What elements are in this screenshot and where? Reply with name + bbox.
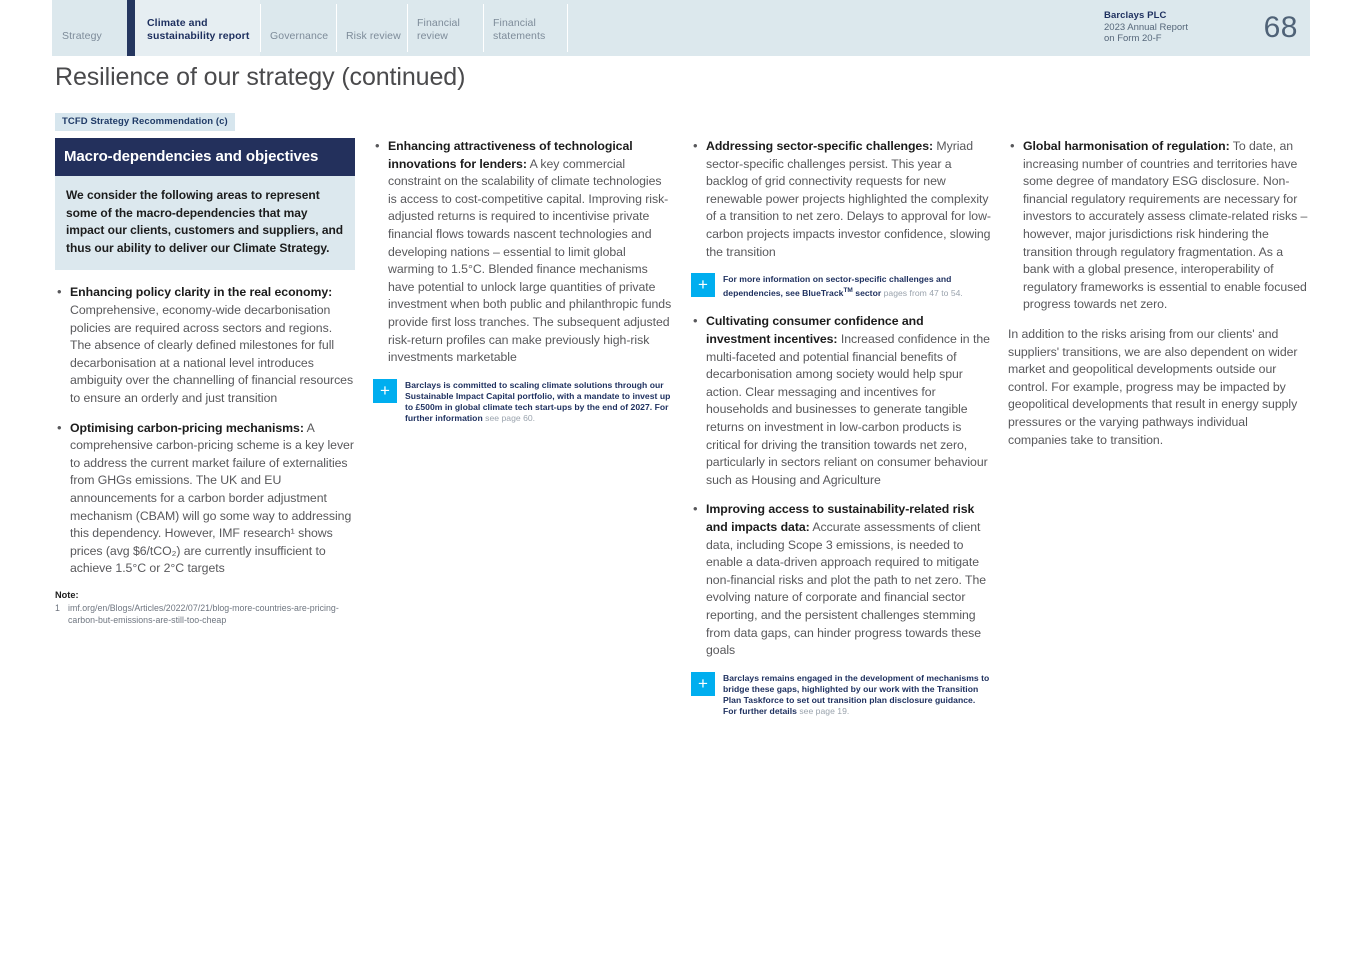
- bullet-body: Increased confidence in the multi-faceted and potential financial benefits of decarbonisation among society would help spur action. Clear messaging and incentives for households and businesses to generate tangible returns on investment in low-carbon products is critical for driving the transition towards net zero, particularly in sectors reliant on consumer behaviour such as Housing and Agriculture: [706, 332, 990, 487]
- plus-icon: +: [691, 273, 715, 297]
- nav-tab-financial-review[interactable]: [407, 0, 483, 56]
- callout-page-reference[interactable]: pages from 47 to 54.: [881, 288, 963, 299]
- nav-tab-label: Financial statements: [493, 17, 546, 42]
- content-column-1: [55, 138, 355, 626]
- content-column-4: [1008, 138, 1310, 449]
- bullet-body: A key commercial constraint on the scalability of climate technologies is access to cost-competitive capital. Improving risk-adjusted returns is required to incentivise private financial flows towards nascent technologies and developing nations – essential to limit global warming to 1.5°C. Blended finance mechanisms have potential to unlock large quantities of private investment when both public and philanthropic funds provide first loss tranches. The subsequent adjusted risk-return profiles can make previously high-risk investments marketable: [388, 156, 672, 365]
- callout-text: [405, 379, 673, 425]
- active-tab-indicator: [127, 0, 135, 56]
- list-item: [55, 284, 355, 407]
- col4-bullet-list: [1008, 138, 1310, 314]
- callout-page-reference[interactable]: see page 60.: [485, 413, 536, 424]
- report-identity-block: [1104, 10, 1234, 45]
- bullet-heading: Enhancing attractiveness of technological innovations for lenders:: [388, 139, 633, 171]
- footnote-text[interactable]: imf.org/en/Blogs/Articles/2022/07/21/blog-more-countries-are-pricing-carbon-but-emissions-are-still-too-cheap: [68, 603, 339, 625]
- list-item: [373, 138, 673, 367]
- callout-sustainable-impact-capital[interactable]: [373, 379, 673, 425]
- footnote-title: Note:: [55, 589, 79, 600]
- nav-tab-climate-and-sustainability-report[interactable]: [127, 0, 260, 56]
- callout-bold-text-part1: For more information on sector-specific challenges and dependencies, see BlueTrack: [723, 274, 952, 299]
- col2-bullet-list: [373, 138, 673, 367]
- nav-tab-governance[interactable]: [260, 0, 336, 56]
- col1-bullet-list: [55, 284, 355, 578]
- content-column-3: [691, 138, 991, 732]
- callout-text: [723, 672, 991, 718]
- callout-text: [723, 273, 991, 299]
- page-number: 68: [1263, 11, 1298, 44]
- nav-tab-label: Risk review: [346, 29, 401, 42]
- bullet-body: A comprehensive carbon-pricing scheme is a key lever to address the current market failure of externalities from GHGs emissions. The UK and EU announcements for a carbon border adjustment mechanism (CBAM) will go some way to addressing this dependency. However, IMF research¹ shows prices (avg $6/tCO₂) are currently insufficient to achieve 1.5°C or 2°C targets: [70, 420, 354, 576]
- page-title: Resilience of our strategy (continued): [55, 63, 466, 91]
- nav-tab-strategy[interactable]: [52, 0, 127, 56]
- closing-paragraph: In addition to the risks arising from our clients' and suppliers' transitions, we are also dependent on wider market and geopolitical developments outside our control. For example, progress may be impacted by geopolitical developments that result in energy supply pressures or the varying pathways individual companies take to transition.: [1008, 326, 1298, 447]
- callout-bold-text: Barclays remains engaged in the development of mechanisms to bridge these gaps, highlighted by our work with the Transition Plan Taskforce to set out transition plan disclosure guidance. For further details: [723, 672, 990, 717]
- tcfd-strategy-recommendation-badge: TCFD Strategy Recommendation (c): [55, 113, 235, 131]
- bullet-heading: Addressing sector-specific challenges:: [706, 139, 934, 153]
- list-item: [1008, 138, 1310, 314]
- nav-tab-label: Strategy: [62, 29, 102, 42]
- list-item: [691, 501, 991, 659]
- macro-dependencies-banner: Macro-dependencies and objectives: [55, 138, 355, 176]
- bullet-heading: Enhancing policy clarity in the real economy:: [70, 285, 333, 300]
- callout-bluetrack-sector[interactable]: [691, 273, 991, 299]
- bullet-body: Accurate assessments of client data, including Scope 3 emissions, is needed to enable a data-driven approach required to mitigate non-financial risks and plot the path to net zero. The evolving nature of corporate and financial sector reporting, and the persistent challenges stemming from data gaps, can hinder progress towards these goals: [706, 519, 987, 658]
- list-item: [691, 138, 991, 261]
- report-title-line-1: 2023 Annual Report: [1104, 21, 1188, 33]
- nav-tab-label: Financial review: [417, 17, 460, 42]
- brand-name: Barclays PLC: [1104, 10, 1167, 21]
- report-title-line-2: on Form 20-F: [1104, 33, 1162, 44]
- bullet-body: Comprehensive, economy-wide decarbonisation policies are required across sectors and regions. The absence of clearly defined milestones for full decarbonisation at a national level introduces ambiguity over the channelling of financial resources to ensure an orderly and just transition: [70, 302, 354, 405]
- bullet-body: Myriad sector-specific challenges persist. This year a backlog of grid connectivity requests for new renewable power projects highlighted the complexity of a transition to net zero. Delays to approval for low-carbon projects impacts investor confidence, slowing the transition: [706, 139, 991, 259]
- callout-bold-text: Barclays is committed to scaling climate solutions through our Sustainable Impact Capital portfolio, with a mandate to invest up to £500m in global climate tech start-ups by the end of 2027. For further information: [405, 379, 671, 424]
- list-item: [691, 313, 991, 489]
- trademark-symbol: TM: [843, 287, 853, 295]
- list-item: [55, 420, 355, 578]
- content-column-2: [373, 138, 673, 439]
- plus-icon: +: [373, 379, 397, 403]
- col3-bullet-list-1: [691, 138, 991, 261]
- bullet-heading: Global harmonisation of regulation:: [1023, 139, 1230, 153]
- callout-page-reference[interactable]: see page 19.: [799, 706, 850, 717]
- nav-tab-risk-review[interactable]: [336, 0, 407, 56]
- nav-tab-label: Governance: [270, 29, 329, 42]
- col3-bullet-list-2: [691, 313, 991, 659]
- bullet-heading: Optimising carbon-pricing mechanisms:: [70, 420, 304, 435]
- plus-icon: +: [691, 672, 715, 696]
- nav-tab-financial-statements[interactable]: [483, 0, 567, 56]
- footnote-number: 1: [55, 603, 60, 614]
- nav-tab-label: Climate and sustainability report: [147, 17, 250, 42]
- bullet-heading: Cultivating consumer confidence and investment incentives:: [706, 314, 924, 347]
- bullet-heading: Improving access to sustainability-related risk and impacts data:: [706, 502, 975, 534]
- footnote-block: [55, 590, 355, 627]
- callout-transition-plan-taskforce[interactable]: [691, 672, 991, 718]
- top-navigation-bar: [52, 0, 1310, 56]
- bullet-body: To date, an increasing number of countries and territories have some degree of mandatory ESG disclosure. Non-financial regulatory requirements are necessary for investors to accurately assess climate-related risks – however, major jurisdictions risk hindering the transition through regulatory fragmentation. As a bank with a global presence, interoperability of regulatory frameworks is essential to enable focused progress towards net zero.: [1023, 139, 1308, 312]
- callout-bold-text-part2: sector: [852, 288, 882, 299]
- footnote-row: [55, 603, 355, 626]
- intro-statement-box: We consider the following areas to represent some of the macro-dependencies that may impact our clients, customers and suppliers, and thus our ability to deliver our Climate Strategy.: [55, 176, 355, 270]
